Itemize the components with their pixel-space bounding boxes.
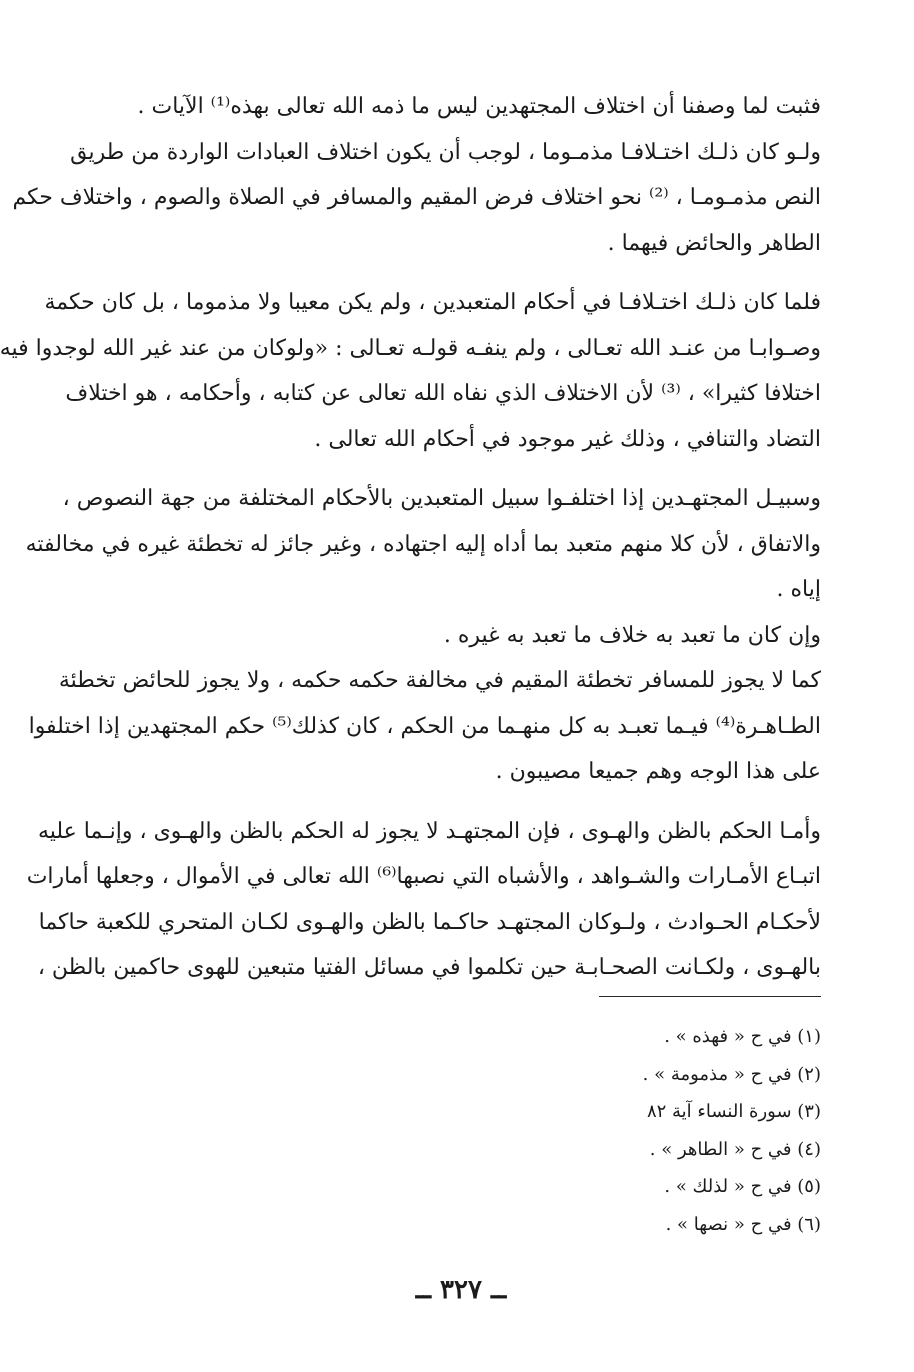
text-line: وأمـا الحكم بالظن والهـوى ، فإن المجتهـد لا يجوز له الحكم بالظن والهـوى ، وإنـما عليه	[37, 818, 821, 844]
paragraph	[26, 809, 821, 991]
paragraph	[28, 658, 821, 795]
main-text	[0, 84, 821, 991]
text-line: اختلافا كثيرا» ، ⁽³⁾ لأن الاختلاف الذي نفاه الله تعالى عن كتابه ، وأحكامه ، هو اختلاف	[65, 381, 821, 406]
text-line: لأحكـام الحـوادث ، ولـوكان المجتهـد حاكـما بالظن والهـوى لكـان المتحري للكعبة حاكما	[38, 909, 821, 935]
footnote: (٥) في ح « لذلك » .	[664, 1176, 821, 1197]
text-line: وإن كان ما تعبد به خلاف ما تعبد به غيره .	[443, 622, 821, 648]
document-page	[1, 0, 914, 1372]
text-line: بالهـوى ، ولكـانت الصحـابـة حين تكلموا في مسائل الفتيا متبعين للهوى حاكمين بالظن ،	[37, 955, 821, 980]
text-line: الطاهر والحائض فيهما .	[607, 230, 821, 256]
text-line: فلما كان ذلـك اختـلافـا في أحكام المتعبدين ، ولم يكن معيبا ولا مذموما ، بل كان حكمة	[44, 290, 821, 315]
paragraph	[25, 476, 821, 613]
footnote: (١) في ح « فهذه » .	[664, 1026, 821, 1047]
footnote-divider	[599, 996, 821, 997]
text-line: ولـو كان ذلـك اختـلافـا مذمـوما ، لوجب أن يكون اختلاف العبادات الواردة من طريق	[70, 139, 821, 165]
page-number: ــ ٣٢٧ ــ	[415, 1275, 507, 1305]
text-line: على هذا الوجه وهم جميعا مصيبون .	[495, 759, 821, 784]
footnote: (٤) في ح « الطاهر » .	[649, 1138, 821, 1160]
paragraph	[12, 130, 821, 267]
text-line: كما لا يجوز للمسافر تخطئة المقيم في مخالفة حكمه حكمه ، ولا يجوز للحائض تخطئة	[58, 668, 821, 693]
text-line: الطـاهـرة⁽⁴⁾ فيـما تعبـد به كل منهـما من الحكم ، كان كذلك⁽⁵⁾ حكم المجتهدين إذا اختلفوا	[28, 713, 821, 739]
footnote: (٦) في ح « نصها » .	[665, 1213, 821, 1235]
text-line: اتبـاع الأمـارات والشـواهد ، والأشباه التي نصبها⁽⁶⁾ الله تعالى في الأموال ، وجعلها أمارات	[26, 864, 821, 889]
text-line: والاتفاق ، لأن كلا منهم متعبد بما أداه إليه اجتهاده ، وغير جائز له تخطئة غيره في مخالفته	[25, 531, 821, 557]
text-line: وصـوابـا من عنـد الله تعـالى ، ولم ينفـه قولـه تعـالى : «ولوكان من عند غير الله لوجدوا فيه	[0, 335, 821, 361]
text-line: إياه .	[776, 577, 821, 602]
text-line: التضاد والتنافي ، وذلك غير موجود في أحكام الله تعالى .	[314, 426, 821, 452]
paragraph	[76, 613, 821, 659]
paragraph	[76, 84, 821, 130]
footnotes	[301, 1018, 821, 1243]
text-line: النص مذمـومـا ، ⁽²⁾ نحو اختلاف فرض المقيم والمسافر في الصلاة والصوم ، واختلاف حكم	[12, 185, 821, 210]
text-line: فثبت لما وصفنا أن اختلاف المجتهدين ليس ما ذمه الله تعالى بهذه⁽¹⁾ الآيات .	[137, 94, 821, 119]
paragraph	[0, 280, 821, 462]
text-line: وسبيـل المجتهـدين إذا اختلفـوا سبيل المتعبدين بالأحكام المختلفة من جهة النصوص ،	[62, 486, 821, 511]
paragraph-gap	[76, 795, 821, 809]
paragraph-gap	[76, 462, 821, 476]
footnote: (٣) سورة النساء آية ٨٢	[646, 1101, 821, 1122]
paragraph-gap	[76, 266, 821, 280]
footnote: (٢) في ح « مذمومة » .	[642, 1063, 821, 1085]
